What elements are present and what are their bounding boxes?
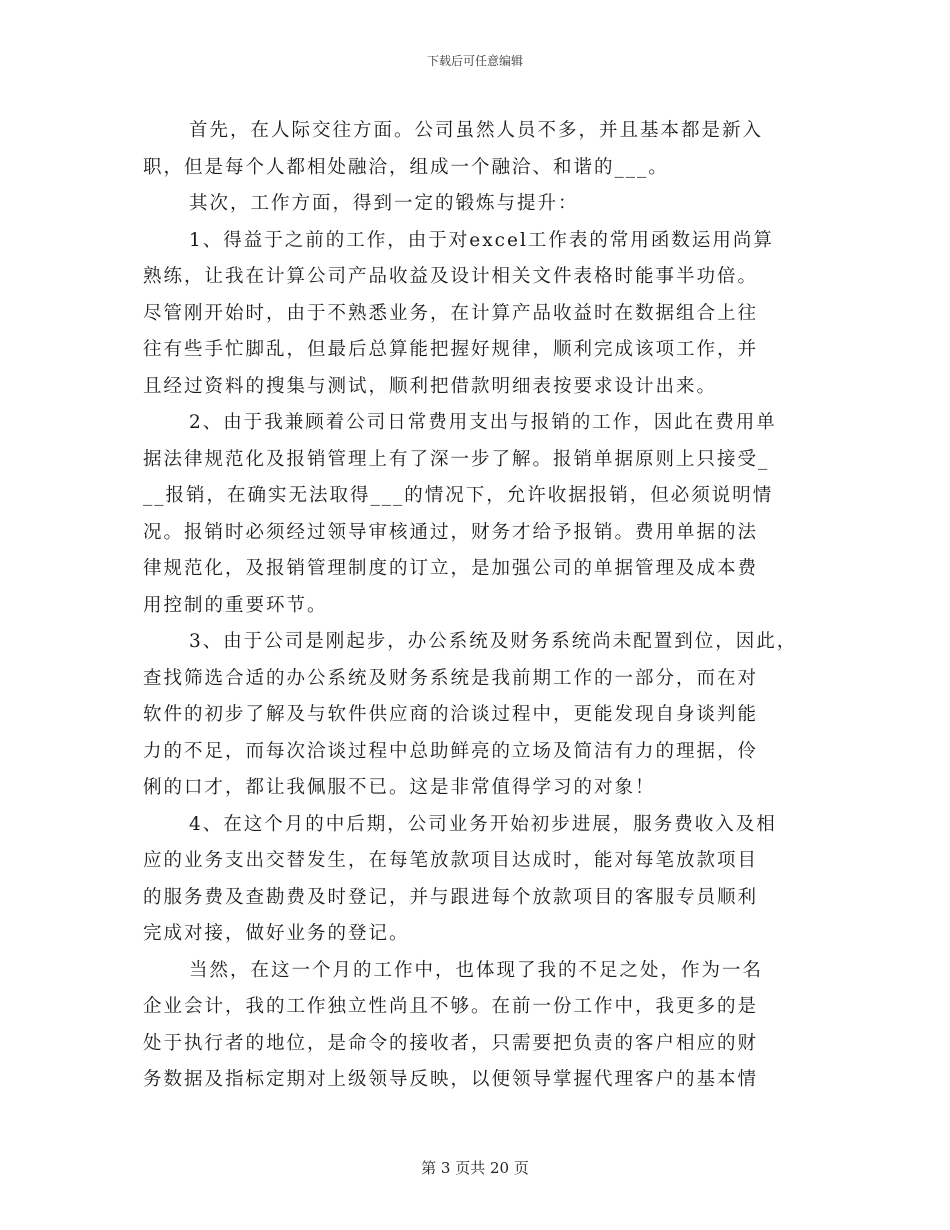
text-line: 应的业务支出交替发生，在每笔放款项目达成时，能对每笔放款项目 (143, 850, 759, 871)
text-line: 据法律规范化及报销管理上有了深一步了解。报销单据原则上只接受_ (143, 448, 770, 470)
text-line: 1、得益于之前的工作，由于对excel工作表的常用函数运用尚算 (189, 229, 774, 251)
text-line: __报销，在确实无法取得___的情况下，允许收据报销，但必须说明情 (143, 485, 774, 506)
page-footer: 第 3 页共 20 页 (421, 1159, 529, 1177)
text-line: 且经过资料的搜集与测试，顺利把借款明细表按要求设计出来。 (143, 375, 718, 397)
text-line: 企业会计，我的工作独立性尚且不够。在前一份工作中，我更多的是 (143, 996, 759, 1017)
text-line: 4、在这个月的中后期，公司业务开始初步进展，服务费收入及相 (189, 813, 777, 835)
text-line: 况。报销时必须经过领导审核通过，财务才给予报销。费用单据的法 (143, 521, 759, 543)
text-line: 往有些手忙脚乱，但最后总算能把握好规律，顺利完成该项工作，并 (143, 339, 759, 360)
text-line: 2、由于我兼顾着公司日常费用支出与报销的工作，因此在费用单 (189, 412, 777, 433)
text-line: 的服务费及查勘费及时登记，并与跟进每个放款项目的客服专员顺利 (143, 886, 759, 908)
text-line: 用控制的重要环节。 (143, 594, 328, 616)
text-line: 务数据及指标定期对上级领导反映，以便领导掌握代理客户的基本情 (143, 1069, 759, 1090)
text-line: 当然，在这一个月的工作中，也体现了我的不足之处，作为一名 (189, 959, 764, 981)
page-header: 下载后可任意编辑 (426, 54, 523, 68)
text-line: 熟练，让我在计算公司产品收益及设计相关文件表格时能事半功倍。 (143, 266, 759, 287)
document-body (143, 113, 823, 1099)
text-line: 其次，工作方面，得到一定的锻炼与提升： (189, 193, 579, 214)
text-line: 俐的口才，都让我佩服不已。这是非常值得学习的对象！ (143, 777, 656, 798)
text-line: 职，但是每个人都相处融洽，组成一个融洽、和谐的___。 (143, 156, 669, 178)
text-line: 处于执行者的地位，是命令的接收者，只需要把负责的客户相应的财 (143, 1032, 759, 1054)
text-line: 首先，在人际交往方面。公司虽然人员不多，并且基本都是新入 (189, 120, 764, 141)
text-line: 律规范化，及报销管理制度的订立，是加强公司的单据管理及成本费 (143, 558, 759, 579)
text-line: 力的不足，而每次洽谈过程中总助鲜亮的立场及简洁有力的理据，伶 (143, 740, 759, 762)
text-line: 查找筛选合适的办公系统及财务系统是我前期工作的一部分，而在对 (143, 667, 759, 689)
text-line: 尽管刚开始时，由于不熟悉业务，在计算产品收益时在数据组合上往 (143, 302, 759, 324)
text-line: 完成对接，做好业务的登记。 (143, 923, 410, 944)
text-line: 3、由于公司是刚起步，办公系统及财务系统尚未配置到位，因此， (189, 631, 798, 652)
text-line: 软件的初步了解及与软件供应商的洽谈过程中，更能发现自身谈判能 (143, 704, 759, 725)
